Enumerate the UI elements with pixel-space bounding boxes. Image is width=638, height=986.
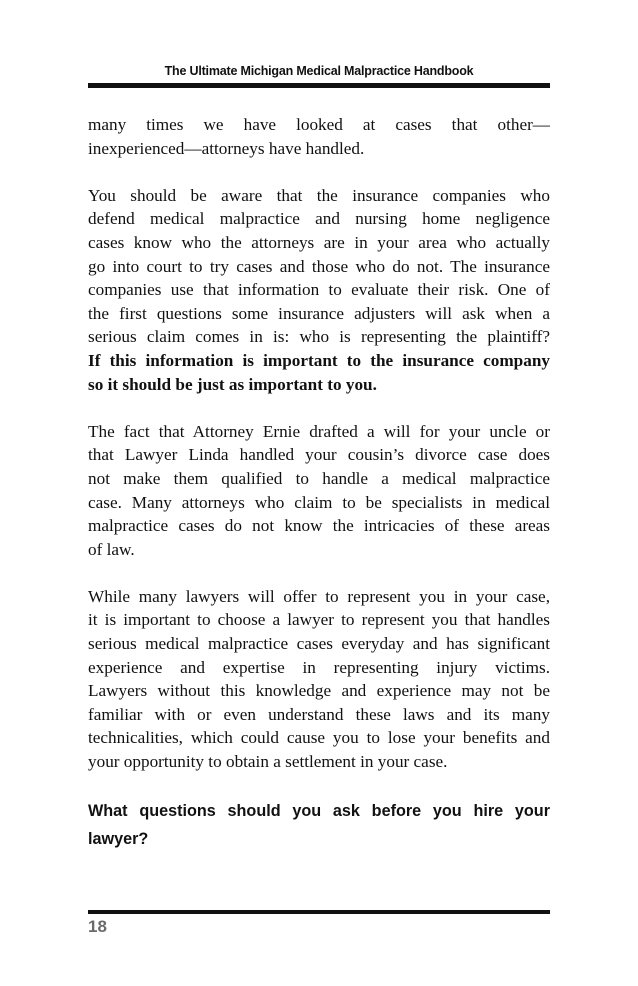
text-line: serious claim comes in is: who is representing the plaintiff?	[88, 327, 550, 347]
footer-rule	[88, 910, 550, 914]
text-line: malpractice cases do not know the intricacies of these areas	[88, 516, 550, 536]
text-line: companies use that information to evaluate their risk. One of	[88, 280, 550, 300]
text-line: your opportunity to obtain a settlement in your case.	[88, 752, 448, 772]
text-line: of law.	[88, 539, 135, 559]
text-line: that Lawyer Linda handled your cousin’s divorce case does	[88, 445, 550, 465]
paragraph-choose-lawyer	[88, 585, 550, 774]
header-rule	[88, 83, 550, 88]
text-line: familiar with or even understand these laws and its many	[88, 704, 550, 724]
section-heading	[88, 797, 550, 853]
paragraph-continuation	[88, 113, 550, 160]
emphasis-line: so it should be just as important to you.	[88, 374, 377, 394]
paragraph-insurance-companies	[88, 184, 550, 396]
text-line: While many lawyers will offer to represent you in your case,	[88, 586, 550, 606]
text-line: inexperienced—attorneys have handled.	[88, 138, 365, 158]
text-line: technicalities, which could cause you to lose your benefits and	[88, 728, 550, 748]
text-line: case. Many attorneys who claim to be specialists in medical	[88, 492, 550, 512]
text-line: go into court to try cases and those who do not. The insurance	[88, 256, 550, 276]
heading-line: lawyer?	[88, 830, 149, 849]
text-line: not make them qualified to handle a medical malpractice	[88, 468, 550, 488]
page-number: 18	[88, 917, 107, 936]
text-line: Lawyers without this knowledge and experience may not be	[88, 681, 550, 701]
text-line: serious medical malpractice cases everyday and has significant	[88, 634, 550, 654]
text-line: cases know who the attorneys are in your area who actually	[88, 232, 550, 252]
text-line: The fact that Attorney Ernie drafted a will for your uncle or	[88, 421, 550, 441]
text-line: many times we have looked at cases that other—	[88, 115, 550, 134]
heading-line: What questions should you ask before you hire your	[88, 802, 550, 821]
text-line: You should be aware that the insurance companies who	[88, 185, 550, 205]
text-line: the first questions some insurance adjusters will ask when a	[88, 303, 550, 323]
paragraph-attorney-ernie	[88, 420, 550, 562]
text-line: it is important to choose a lawyer to represent you that handles	[88, 610, 550, 630]
page-body	[88, 113, 550, 853]
emphasis-line: If this information is important to the insurance company	[88, 350, 550, 370]
running-header: The Ultimate Michigan Medical Malpractice Handbook	[164, 64, 474, 78]
text-line: defend medical malpractice and nursing home negligence	[88, 209, 550, 229]
text-line: experience and expertise in representing injury victims.	[88, 657, 550, 677]
